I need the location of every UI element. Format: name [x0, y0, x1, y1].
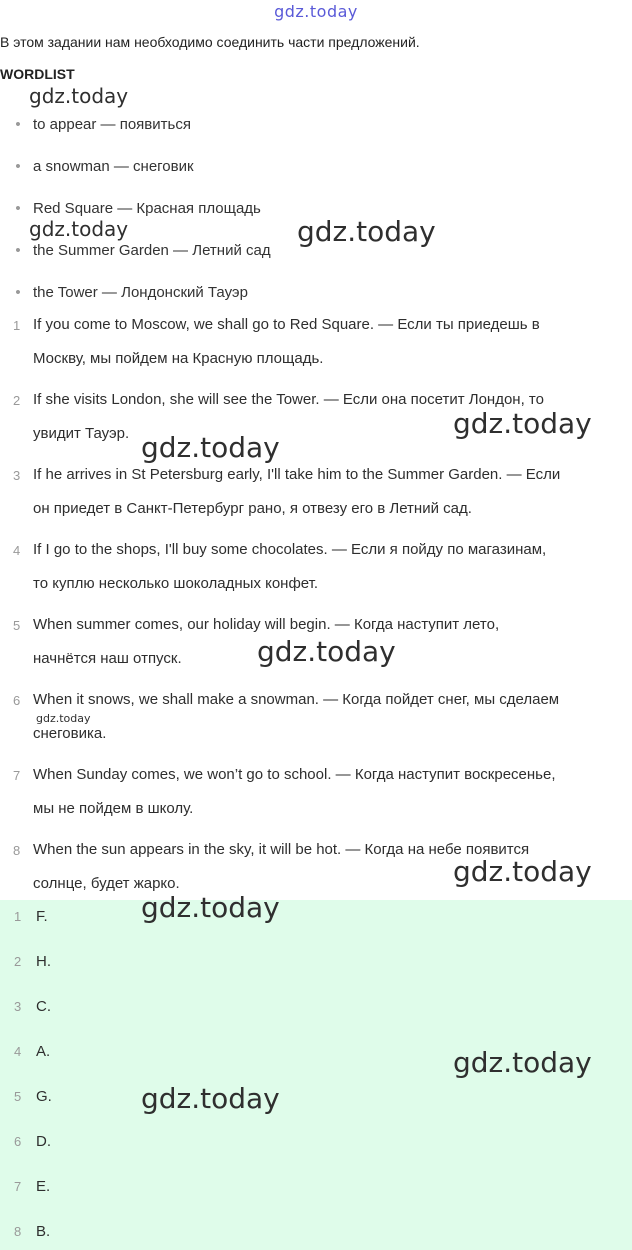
sentence-line: снеговика.	[33, 725, 107, 742]
sentence-item	[33, 765, 629, 833]
sentence-line: When Sunday comes, we won’t go to school. — Когда наступит воскресенье,	[33, 766, 556, 783]
wordlist-item-text: the Summer Garden — Летний сад	[33, 242, 271, 259]
watermark: gdz.today	[29, 84, 129, 108]
sentence-line: увидит Тауэр.	[33, 425, 130, 442]
sentence-number: 2	[13, 393, 21, 408]
sentence-line: начнётся наш отпуск.	[33, 650, 182, 667]
bullet-icon: •	[15, 242, 21, 259]
answer-letter: D.	[36, 1133, 51, 1150]
sentence-number: 8	[13, 843, 21, 858]
answer-number: 1	[14, 909, 22, 924]
sentence-number: 6	[13, 693, 21, 708]
wordlist-item	[0, 284, 248, 301]
header-watermark: gdz.today	[274, 2, 358, 21]
wordlist-item-text: the Tower — Лондонский Тауэр	[33, 284, 248, 301]
sentence-line: When summer comes, our holiday will begin. — Когда наступит лето,	[33, 616, 500, 633]
watermark: gdz.today	[297, 215, 436, 248]
answer-number: 5	[14, 1089, 22, 1104]
sentence-line: When it snows, we shall make a snowman. — Когда пойдет снег, мы сделаем	[33, 691, 560, 708]
intro-text: В этом задании нам необходимо соединить части предложений.	[0, 34, 420, 50]
sentence-line: то куплю несколько шоколадных конфет.	[33, 575, 319, 592]
sentence-number: 5	[13, 618, 21, 633]
answer-number: 6	[14, 1134, 22, 1149]
sentence-line: If you come to Moscow, we shall go to Red Square. — Если ты приедешь в	[33, 316, 540, 333]
answer-letter: H.	[36, 953, 51, 970]
watermark: gdz.today	[453, 1046, 592, 1079]
bullet-icon: •	[15, 158, 21, 175]
answer-letter: E.	[36, 1178, 51, 1195]
wordlist-item-text: a snowman — снеговик	[33, 158, 194, 175]
answer-number: 3	[14, 999, 22, 1014]
wordlist-item	[0, 242, 271, 259]
sentence-line: If he arrives in St Petersburg early, I'll take him to the Summer Garden. — Если	[33, 466, 561, 483]
answer-letter: A.	[36, 1043, 51, 1060]
sentence-number: 7	[13, 768, 21, 783]
watermark: gdz.today	[29, 217, 129, 241]
sentence-line: мы не пойдем в школу.	[33, 800, 194, 817]
bullet-icon: •	[15, 116, 21, 133]
wordlist-item	[0, 200, 261, 217]
bullet-icon: •	[15, 284, 21, 301]
watermark: gdz.today	[257, 635, 396, 668]
sentence-number: 1	[13, 318, 21, 333]
answer-number: 2	[14, 954, 22, 969]
wordlist-item-text: Red Square — Красная площадь	[33, 200, 261, 217]
wordlist-item	[0, 116, 191, 133]
answer-number: 4	[14, 1044, 22, 1059]
sentence-line: он приедет в Санкт-Петербург рано, я отвезу его в Летний сад.	[33, 500, 472, 517]
bullet-icon: •	[15, 200, 21, 217]
watermark: gdz.today	[453, 407, 592, 440]
answer-number: 8	[14, 1224, 22, 1239]
sentence-line: When the sun appears in the sky, it will be hot. — Когда на небе появится	[33, 841, 530, 858]
answer-number: 7	[14, 1179, 22, 1194]
sentence-line: If she visits London, she will see the Tower. — Если она посетит Лондон, то	[33, 391, 544, 408]
sentence-line: Москву, мы пойдем на Красную площадь.	[33, 350, 324, 367]
sentence-line: солнце, будет жарко.	[33, 875, 180, 892]
sentence-item	[33, 690, 629, 758]
sentence-item	[33, 465, 629, 533]
sentence-item	[33, 540, 629, 608]
answer-letter: B.	[36, 1223, 51, 1240]
answer-letter: G.	[36, 1088, 52, 1105]
wordlist-item-text: to appear — появиться	[33, 116, 191, 133]
watermark: gdz.today	[141, 1082, 280, 1115]
wordlist-title: WORDLIST	[0, 66, 75, 82]
watermark: gdz.today	[453, 855, 592, 888]
wordlist-item	[0, 158, 194, 175]
watermark: gdz.today	[141, 891, 280, 924]
answer-letter: F.	[36, 908, 48, 925]
answer-letter: C.	[36, 998, 51, 1015]
watermark: gdz.today	[141, 431, 280, 464]
sentence-line: If I go to the shops, I'll buy some chocolates. — Если я пойду по магазинам,	[33, 541, 547, 558]
sentence-item	[33, 315, 629, 383]
sentence-number: 4	[13, 543, 21, 558]
sentence-number: 3	[13, 468, 21, 483]
watermark: gdz.today	[36, 712, 91, 725]
